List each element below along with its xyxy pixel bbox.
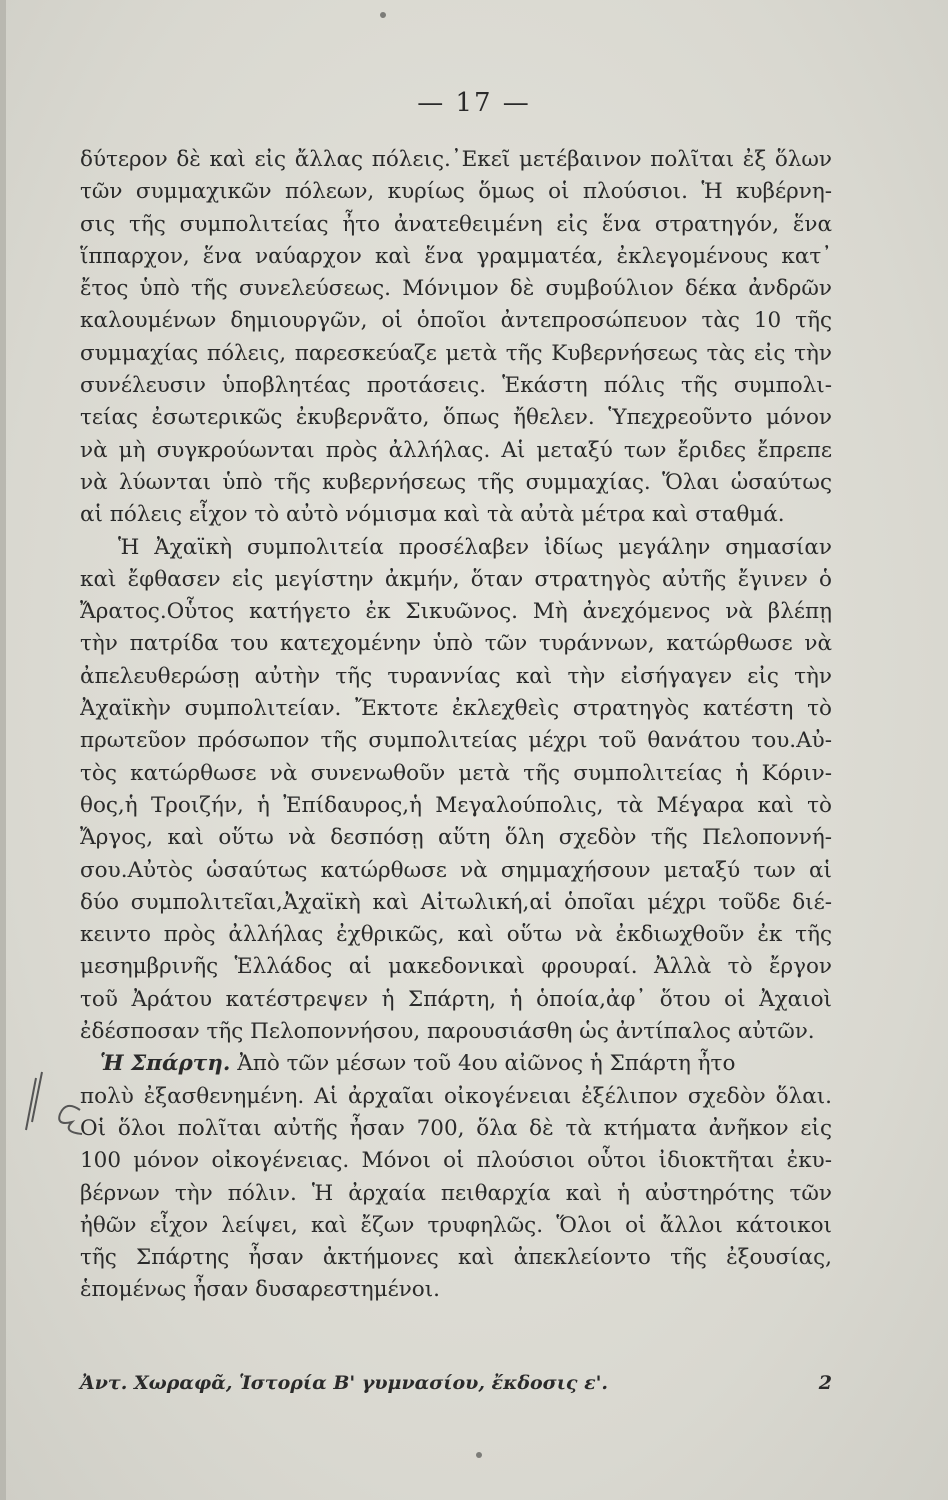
text-line — [80, 1113, 832, 1145]
line-text: σου.Αὐτὸς ὡσαύτως κατώρθωσε νὰ σημμαχήσουν μεταξύ των αἱ — [80, 857, 832, 883]
line-text: πολὺ ἐξασθενημένη. Αἱ ἀρχαῖαι οἰκογένειαι ἐξέλιπον σχεδὸν ὅλαι. — [80, 1083, 832, 1109]
text-line — [80, 1242, 832, 1274]
text-line — [80, 467, 832, 499]
text-line — [80, 1145, 832, 1177]
footer-signature-mark: 2 — [818, 1372, 832, 1394]
line-text: κειντο πρὸς ἀλλήλας ἐχθρικῶς, καὶ οὕτω νὰ ἐκδιωχθοῦν ἐκ τῆς — [80, 922, 832, 948]
text-line — [80, 951, 832, 983]
line-text: αἱ πόλεις εἶχον τὸ αὐτὸ νόμισμα καὶ τὰ αὐτὰ μέτρα καὶ σταθμά. — [80, 502, 785, 528]
line-text: νὰ μὴ συγκρούωνται πρὸς ἀλλήλας. Αἱ μεταξύ των ἔριδες ἔπρεπε — [80, 437, 832, 463]
footer-citation: Ἀντ. Χωραφᾶ, Ἱστορία Β' γυμνασίου, ἔκδοσις ε'. — [80, 1372, 609, 1394]
line-text: Ἀχαϊκὴν συμπολιτείαν. Ἔκτοτε ἐκλεχθεὶς στρατηγὸς κατέστη τὸ — [80, 696, 832, 722]
line-text: πρωτεῦον πρόσωπον τῆς συμπολιτείας μέχρι τοῦ θανάτου του.Αὐ- — [80, 728, 832, 754]
text-line — [80, 241, 832, 273]
line-text: δύτερον δὲ καὶ εἰς ἄλλας πόλεις.᾿Εκεῖ μετέβαινον πολῖται ἐξ ὅλων — [80, 147, 832, 172]
line-text: τείας ἐσωτερικῶς ἐκυβερνᾶτο, ὅπως ἤθελεν. Ὑπεχρεοῦντο μόνον — [80, 405, 832, 431]
line-text: Ἄργος, καὶ οὕτω νὰ δεσπόσῃ αὕτη ὅλη σχεδὸν τῆς Πελοποννή- — [80, 825, 832, 851]
line-text: συνέλευσιν ὑποβλητέας προτάσεις. Ἑκάστη πόλις τῆς συμπολι- — [80, 373, 832, 399]
text-line — [80, 532, 832, 564]
line-text: Ἀπὸ τῶν μέσων τοῦ 4ου αἰῶνος ἡ Σπάρτη ἦτο — [230, 1051, 736, 1077]
line-text: θος,ἡ Τροιζήν, ἡ Ἐπίδαυρος,ἡ Μεγαλούπολις, τὰ Μέγαρα καὶ τὸ — [80, 792, 832, 818]
text-line — [80, 1274, 832, 1306]
page-edge-shadow — [0, 0, 6, 1500]
text-line — [80, 725, 832, 757]
text-line — [80, 822, 832, 854]
body-text — [80, 144, 832, 1307]
text-line — [80, 758, 832, 790]
text-line — [80, 855, 832, 887]
text-line — [80, 1178, 832, 1210]
line-text: τὸς κατώρθωσε νὰ συνενωθοῦν μετὰ τῆς συμπολιτείας ἡ Κόριν- — [80, 760, 832, 786]
text-line — [80, 661, 832, 693]
line-text: ἵππαρχον, ἕνα ναύαρχον καὶ ἕνα γραμματέα, ἐκλεγομένους κατ᾿ — [80, 243, 832, 269]
line-text: καὶ ἔφθασεν εἰς μεγίστην ἀκμήν, ὅταν στρατηγὸς αὐτῆς ἔγινεν ὁ — [80, 566, 832, 592]
line-text: 100 μόνον οἰκογένειας. Μόνοι οἱ πλούσιοι οὗτοι ἰδιοκτῆται ἐκυ- — [80, 1148, 832, 1174]
text-line — [80, 1081, 832, 1113]
footer — [80, 1372, 832, 1394]
text-line — [80, 402, 832, 434]
text-line — [80, 338, 832, 370]
text-line — [80, 1016, 832, 1048]
line-text: τῶν συμμαχικῶν πόλεων, κυρίως ὅμως οἱ πλούσιοι. Ἡ κυβέρνη- — [80, 179, 832, 205]
text-line — [80, 1048, 832, 1080]
text-line — [80, 305, 832, 337]
text-line — [80, 919, 832, 951]
text-line — [80, 1210, 832, 1242]
line-text: τῆς Σπάρτης ἦσαν ἀκτήμονες καὶ ἀπεκλείοντο τῆς ἐξουσίας, — [80, 1245, 832, 1271]
line-text: καλουμένων δημιουργῶν, οἱ ὁποῖοι ἀντεπροσώπευον τὰς 10 τῆς — [80, 308, 832, 334]
line-text: Οἱ ὅλοι πολῖται αὐτῆς ἦσαν 700, ὅλα δὲ τὰ κτήματα ἀνῆκον εἰς — [80, 1115, 832, 1141]
text-line — [80, 596, 832, 628]
line-text: νὰ λύωνται ὑπὸ τῆς κυβερνήσεως τῆς συμμαχίας. Ὅλαι ὡσαύτως — [80, 469, 832, 495]
line-text: τοῦ Ἀράτου κατέστρεψεν ἡ Σπάρτη, ἡ ὁποία,ἀφ᾿ ὅτου οἱ Ἀχαιοὶ — [80, 986, 832, 1012]
text-line — [80, 370, 832, 402]
text-line — [80, 176, 832, 208]
line-text: ἐδέσποσαν τῆς Πελοποννήσου, παρουσιάσθη ὡς ἀντίπαλος αὐτῶν. — [80, 1019, 815, 1045]
text-line — [80, 984, 832, 1016]
text-line — [80, 144, 832, 176]
line-text: Ἡ Ἀχαϊκὴ συμπολιτεία προσέλαβεν ἰδίως μεγάλην σημασίαν — [118, 534, 832, 560]
text-line — [80, 693, 832, 725]
line-text: ἑπομένως ἦσαν δυσαρεστημένοι. — [80, 1277, 441, 1303]
speck — [380, 12, 386, 18]
page-number: — 17 — — [417, 88, 531, 118]
text-line — [80, 628, 832, 660]
line-text: τὴν πατρίδα του κατεχομένην ὑπὸ τῶν τυράννων, κατώρθωσε νὰ — [80, 631, 832, 657]
section-heading: Ἡ Σπάρτη. — [100, 1051, 231, 1077]
line-text: μεσημβρινῆς Ἑλλάδος αἱ μακεδονικαὶ φρουραί. Ἀλλὰ τὸ ἔργον — [80, 954, 832, 980]
line-text: συμμαχίας πόλεις, παρεσκεύαζε μετὰ τῆς Κυβερνήσεως τὰς εἰς τὴν — [80, 340, 832, 366]
line-text: Ἄρατος.Οὗτος κατήγετο ἐκ Σικυῶνος. Μὴ ἀνεχόμενος νὰ βλέπῃ — [80, 599, 832, 625]
text-line — [80, 273, 832, 305]
text-line — [80, 499, 832, 531]
line-text: ἀπελευθερώσῃ αὐτὴν τῆς τυραννίας καὶ τὴν εἰσήγαγεν εἰς τὴν — [80, 663, 832, 689]
line-text: ἔτος ὑπὸ τῆς συνελεύσεως. Μόνιμον δὲ συμβούλιον δέκα ἀνδρῶν — [80, 276, 832, 302]
speck — [476, 1452, 482, 1458]
line-text: σις τῆς συμπολιτείας ἦτο ἀνατεθειμένη εἰς ἕνα στρατηγόν, ἕνα — [80, 211, 832, 237]
line-text: δύο συμπολιτεῖαι,Ἀχαϊκὴ καὶ Αἰτωλική,αἱ ὁποῖαι μέχρι τοῦδε διέ- — [80, 889, 832, 915]
text-line — [80, 887, 832, 919]
text-line — [80, 435, 832, 467]
line-text: ἠθῶν εἶχον λείψει, καὶ ἔζων τρυφηλῶς. Ὅλοι οἱ ἄλλοι κάτοικοι — [80, 1212, 832, 1238]
text-line — [80, 564, 832, 596]
handwritten-margin-mark-icon — [22, 1070, 84, 1150]
text-line — [80, 209, 832, 241]
text-line — [80, 790, 832, 822]
line-text: βέρνων τὴν πόλιν. Ἡ ἀρχαία πειθαρχία καὶ ἡ αὐστηρότης τῶν — [80, 1180, 832, 1206]
